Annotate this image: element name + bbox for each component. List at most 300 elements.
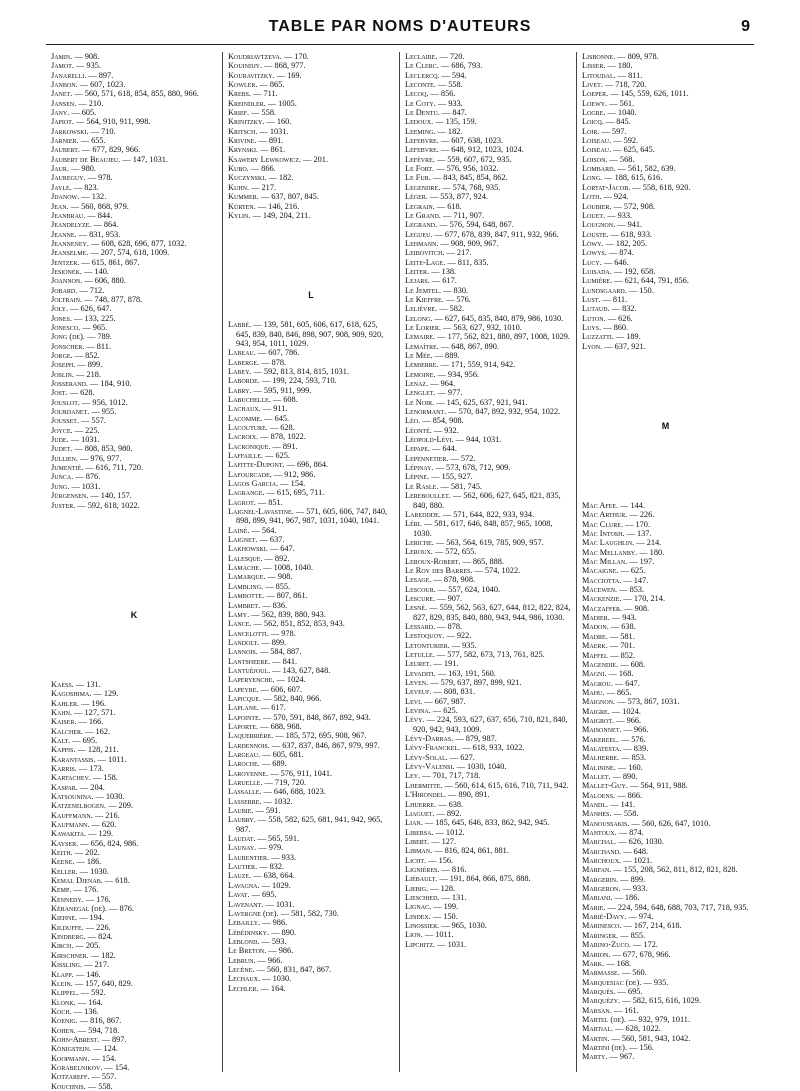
author-name: Launay.	[228, 843, 257, 853]
author-name: Keene.	[51, 857, 75, 867]
index-entry	[582, 61, 749, 70]
index-entry	[51, 230, 217, 239]
index-entry	[405, 902, 571, 911]
author-name: Louste.	[582, 229, 609, 239]
page-refs: — 986.	[266, 946, 294, 956]
index-entry	[51, 379, 217, 388]
page-refs: — 892.	[434, 808, 462, 818]
page-refs: — 182.	[435, 126, 463, 136]
author-name: Liebig.	[405, 883, 429, 893]
author-name: Lemaire.	[405, 332, 436, 342]
author-name: Lévy-Solal.	[405, 752, 448, 762]
author-name: Lieschied.	[405, 892, 440, 902]
page-refs: — 155, 208, 562, 811, 812, 821, 828.	[611, 865, 738, 875]
page-refs: — 558, 618, 920.	[630, 182, 691, 192]
author-name: Kartachev.	[51, 773, 91, 783]
author-name: Joltrain.	[51, 294, 83, 304]
index-entry	[51, 267, 217, 276]
page-header	[46, 18, 754, 40]
page-refs: — 584, 887.	[257, 647, 302, 657]
page-refs: — 986.	[260, 918, 288, 928]
page-refs: — 171, 559, 914, 942.	[438, 360, 516, 370]
index-entry	[228, 657, 394, 666]
page-refs: — 201.	[301, 154, 329, 164]
author-name: Linossier.	[405, 920, 440, 930]
index-entry	[228, 145, 394, 154]
index-entry	[582, 566, 749, 575]
index-entry	[582, 781, 749, 790]
page-refs: — 160.	[264, 117, 292, 127]
author-name: Lamy.	[228, 609, 250, 619]
page-refs: — 146.	[73, 969, 101, 979]
page-refs: — 625.	[618, 566, 646, 576]
author-name: Léger.	[405, 192, 428, 202]
index-entry	[582, 173, 749, 182]
author-name: Kappis.	[51, 745, 76, 755]
index-entry	[582, 903, 749, 912]
page-refs: — 581, 617, 646, 848, 857, 965, 1008, 1030.	[413, 519, 553, 538]
author-name: Marino-Zuco.	[582, 940, 631, 950]
index-entry	[228, 61, 394, 70]
author-name: Lumière.	[582, 276, 613, 286]
author-name: Kirch.	[51, 941, 74, 951]
author-name: Maerk.	[582, 641, 608, 651]
page-refs: — 876.	[73, 472, 101, 482]
index-entry	[228, 900, 394, 909]
author-name: Kouchnis.	[51, 1081, 86, 1091]
author-name: Jong (de).	[51, 332, 85, 342]
author-name: Magni.	[582, 669, 607, 679]
page-refs: — 570, 847, 892, 932, 954, 1022.	[446, 407, 561, 417]
author-name: Lacouture.	[228, 422, 268, 432]
index-entry	[582, 622, 749, 631]
index-entry	[582, 1015, 749, 1024]
page-refs: — 124.	[91, 1044, 119, 1054]
index-column-2	[223, 52, 400, 1072]
page-refs: — 217.	[444, 248, 472, 258]
page-refs: — 618.	[434, 201, 462, 211]
index-entry	[582, 80, 749, 89]
page-refs: — 189.	[613, 332, 641, 342]
index-entry	[405, 575, 571, 584]
author-name: Levina.	[405, 706, 431, 716]
index-entry	[582, 267, 749, 276]
author-name: Malherbe.	[582, 753, 620, 763]
author-name: Leroux-Robert.	[405, 556, 461, 566]
index-entry	[228, 946, 394, 955]
page-refs: — 143, 627, 848.	[270, 665, 331, 675]
author-name: Lechaux.	[228, 974, 261, 984]
page-refs: — 789.	[84, 332, 112, 342]
page-refs: — 155, 927.	[429, 472, 473, 482]
page-refs: — 170.	[281, 52, 309, 61]
page-refs: — 832.	[609, 304, 637, 314]
index-entry	[51, 932, 217, 941]
index-entry	[228, 713, 394, 722]
page-refs: — 720.	[437, 52, 465, 61]
index-entry	[582, 276, 749, 285]
index-entry	[405, 697, 571, 706]
page-refs: — 865.	[257, 80, 285, 90]
index-entry	[51, 286, 217, 295]
author-name: Löwy.	[582, 238, 604, 248]
index-entry	[51, 117, 217, 126]
author-name: Lépine.	[405, 472, 430, 482]
author-name: Klippel.	[51, 988, 79, 998]
author-name: Kennedy.	[51, 894, 84, 904]
page-refs: — 935.	[73, 61, 101, 71]
index-entry	[228, 685, 394, 694]
page-refs: — 1012.	[433, 827, 465, 837]
index-entry	[228, 974, 394, 983]
author-name: Kürten.	[228, 201, 256, 211]
author-name: Marsan.	[582, 1005, 612, 1015]
page-refs: — 852.	[72, 351, 100, 360]
index-entry	[228, 610, 394, 619]
page-refs: — 592, 618, 1022.	[75, 500, 140, 510]
index-entry	[228, 358, 394, 367]
author-name: Makereel.	[582, 734, 619, 744]
page-refs: — 168.	[606, 669, 634, 679]
index-entry	[51, 829, 217, 838]
author-name: Kéranegal (de).	[51, 904, 107, 914]
author-name: Kohen.	[51, 1025, 76, 1035]
author-name: Jeanne.	[51, 229, 77, 239]
index-entry	[51, 342, 217, 351]
author-name: Le Jemtel.	[405, 285, 442, 295]
author-name: Laperyenche.	[228, 675, 275, 685]
author-name: Jorge.	[51, 351, 73, 360]
author-name: Mac Arthur.	[582, 510, 628, 520]
index-entry	[228, 155, 394, 164]
page-refs: — 831, 953.	[76, 229, 121, 239]
index-entry	[51, 89, 217, 98]
index-entry	[228, 787, 394, 796]
page-refs: — 186.	[74, 857, 102, 867]
page-refs: — 809, 978.	[615, 52, 659, 61]
author-name: Lantsheere.	[228, 656, 271, 666]
section-letter: L	[308, 290, 314, 301]
page-refs: — 891.	[270, 441, 298, 451]
index-entry	[582, 1043, 749, 1052]
index-entry	[51, 1016, 217, 1025]
author-name: Lapicque.	[228, 693, 262, 703]
author-name: Libert.	[405, 836, 430, 846]
page-refs: — 1031.	[69, 481, 101, 491]
index-entry	[405, 603, 571, 622]
index-entry	[582, 557, 749, 566]
author-name: Lundsgaard.	[582, 285, 627, 295]
index-entry	[405, 800, 571, 809]
index-entry	[405, 753, 571, 762]
index-entry	[51, 895, 217, 904]
page-refs: — 137.	[624, 529, 652, 539]
author-name: Litoudal.	[582, 70, 616, 80]
index-entry	[51, 1035, 217, 1044]
page-refs: — 1029.	[259, 880, 291, 890]
page-refs: — 1011.	[95, 754, 127, 764]
author-name: Marchoux.	[582, 856, 622, 866]
author-name: Lisbonne.	[582, 52, 616, 61]
page-refs: — 553, 877, 924.	[427, 192, 488, 202]
index-column-3	[400, 52, 577, 1072]
page-refs: — 558, 582, 625, 681, 941, 942, 965, 987.	[236, 815, 383, 834]
author-name: Jarkowski.	[51, 126, 89, 136]
page-refs: — 607, 638, 1023.	[438, 136, 504, 146]
author-name: Marinesco.	[582, 921, 622, 931]
page-refs: — 562, 851, 852, 853, 943.	[251, 619, 345, 629]
author-name: Marié-Davy.	[582, 912, 627, 922]
page-refs: — 186.	[612, 893, 640, 903]
index-entry	[405, 762, 571, 771]
index-entry	[51, 699, 217, 708]
index-entry	[228, 488, 394, 497]
author-name: Lemierre.	[405, 360, 439, 370]
page-refs: — 571, 605, 606, 747, 840, 898, 899, 941, 967, 987, 1031, 1040, 1041.	[236, 507, 388, 526]
page-refs: — 226.	[83, 922, 111, 932]
author-name: Jost.	[51, 388, 68, 398]
index-entry	[405, 893, 571, 902]
index-entry	[405, 463, 571, 472]
page-refs: — 574, 768, 935.	[440, 182, 501, 192]
author-name: Madon.	[582, 622, 609, 632]
index-entry	[228, 507, 394, 526]
index-entry	[582, 286, 749, 295]
page-refs: — 701, 717, 718.	[420, 771, 481, 781]
page-refs: — 581, 582, 730.	[278, 908, 339, 918]
page-refs: — 935.	[641, 977, 669, 987]
page-refs: — 719, 720.	[262, 778, 307, 788]
page-refs: — 564, 911, 988.	[627, 781, 688, 791]
page-refs: — 941.	[615, 220, 643, 230]
index-entry	[51, 913, 217, 922]
author-name: Léo.	[405, 416, 421, 426]
index-entry	[405, 828, 571, 837]
page-refs: — 192, 658.	[611, 266, 656, 276]
index-entry	[582, 108, 749, 117]
page-refs: — 626.	[605, 313, 633, 323]
page-refs: — 865, 888.	[460, 556, 504, 566]
author-name: Lust.	[582, 294, 601, 304]
page-refs: — 701.	[607, 641, 635, 651]
page-refs: — 164.	[75, 997, 103, 1007]
index-entry	[405, 566, 571, 575]
author-name: Leven.	[405, 678, 429, 688]
page-refs: — 162.	[83, 726, 111, 736]
index-entry	[582, 529, 749, 538]
page-refs: — 627.	[447, 752, 475, 762]
index-entry	[51, 71, 217, 80]
index-entry	[51, 1007, 217, 1016]
index-entry	[405, 145, 571, 154]
page-refs: — 607, 786.	[255, 348, 300, 358]
author-name: Maffei.	[582, 650, 609, 660]
author-name: Koch.	[51, 1006, 72, 1016]
author-name: Macciotta.	[582, 575, 622, 585]
author-name: Lambotte.	[228, 591, 265, 601]
author-name: Kahn.	[51, 707, 73, 717]
page-refs: — 571, 644, 822, 933, 934.	[440, 509, 535, 519]
page-refs: — 1024.	[274, 675, 306, 685]
page-refs: — 864.	[91, 220, 119, 230]
index-entry	[405, 940, 571, 949]
page-refs: — 172.	[630, 940, 658, 950]
index-entry	[405, 202, 571, 211]
page-refs: — 170, 214.	[621, 594, 666, 604]
author-name: Lalesque.	[228, 553, 263, 563]
page-refs: — 608.	[618, 659, 646, 669]
author-name: Judet.	[51, 444, 73, 454]
author-name: Laignel-Lavastine.	[228, 507, 294, 517]
index-entry	[228, 647, 394, 656]
page-refs: — 185, 572, 695, 908, 967.	[273, 731, 367, 741]
author-name: Landolt.	[228, 637, 260, 647]
index-entry	[405, 594, 571, 603]
author-name: L'Hirondel.	[405, 790, 446, 800]
author-name: Koenig.	[51, 1016, 78, 1026]
page-refs: — 647.	[267, 544, 295, 554]
page-refs: — 626, 647.	[68, 304, 112, 314]
author-name: Lemaître.	[405, 341, 439, 351]
index-entry	[228, 638, 394, 647]
page-refs: — 191, 864, 866, 875, 888.	[437, 874, 531, 884]
author-name: Le Noir.	[405, 397, 435, 407]
author-name: Mallet-Guy.	[582, 781, 628, 791]
author-name: Le Roy des Barres.	[405, 565, 473, 575]
index-entry	[228, 320, 394, 348]
page-refs: — 843, 845, 854, 862.	[430, 173, 508, 183]
page-refs: — 579, 637, 897, 899, 921.	[428, 678, 522, 688]
page-refs: — 182, 205.	[603, 238, 648, 248]
page-refs: — 855.	[618, 930, 646, 940]
index-entry	[51, 848, 217, 857]
author-name: Lehmann.	[405, 238, 439, 248]
page-refs: — 966.	[255, 955, 283, 965]
page-refs: — 811.	[615, 70, 643, 80]
author-name: Licht.	[405, 855, 427, 865]
index-entry	[405, 538, 571, 547]
author-name: Luisada.	[582, 266, 612, 276]
page-refs: — 570, 591, 848, 867, 892, 943.	[260, 712, 371, 722]
index-entry	[228, 722, 394, 731]
page-refs: — 565, 591.	[255, 834, 300, 844]
index-entry	[582, 987, 749, 996]
author-name: Jeandelyze.	[51, 220, 92, 230]
author-name: Maringer.	[582, 930, 619, 940]
index-column-1	[46, 52, 223, 1091]
author-name: Lhuerre.	[405, 799, 437, 809]
index-entry	[228, 164, 394, 173]
author-name: Leite-Lage.	[405, 257, 446, 267]
page-refs: — 557.	[78, 416, 106, 426]
page-refs: — 184, 910.	[87, 379, 132, 389]
author-name: Loison.	[582, 154, 608, 164]
author-name: Junca.	[51, 472, 74, 482]
index-entry	[228, 554, 394, 563]
section-letter: K	[130, 609, 138, 620]
page-refs: — 205.	[73, 941, 101, 951]
index-entry	[582, 875, 749, 884]
index-entry	[405, 659, 571, 668]
author-name: Juster.	[51, 500, 76, 510]
author-name: Lecoq.	[405, 89, 429, 99]
author-name: Laubry.	[228, 815, 256, 825]
page-refs: — 173.	[76, 763, 104, 773]
page-refs: — 176.	[71, 885, 99, 895]
index-entry	[228, 52, 394, 61]
author-name: Jude.	[51, 435, 69, 445]
author-name: Krief.	[228, 108, 250, 118]
page-refs: — 854, 908.	[420, 416, 464, 426]
index-entry	[405, 435, 571, 444]
index-entry	[582, 632, 749, 641]
author-name: Krynski.	[228, 145, 259, 155]
page-title: TABLE PAR NOMS D'AUTEURS	[268, 18, 532, 35]
index-entry	[228, 797, 394, 806]
author-name: Logre.	[582, 108, 606, 118]
author-name: Lance.	[228, 619, 252, 629]
index-entry	[405, 874, 571, 883]
author-name: Kuhn.	[228, 182, 250, 192]
page-refs: — 217.	[82, 960, 110, 970]
page-refs: — 164.	[258, 983, 286, 993]
page-refs: — 561, 582, 639.	[615, 164, 676, 174]
author-name: Mandl.	[582, 800, 609, 809]
author-name: Koudriavtzeva.	[228, 52, 282, 61]
page-refs: — 830.	[441, 285, 469, 295]
index-entry	[228, 414, 394, 423]
page-refs: — 158.	[90, 773, 118, 783]
author-name: Lévy.	[405, 715, 425, 725]
page-refs: — 202.	[72, 848, 100, 858]
index-entry	[51, 482, 217, 491]
author-name: Kindberg.	[51, 932, 86, 942]
author-name: Josserand.	[51, 379, 88, 389]
index-entry	[51, 755, 217, 764]
page-refs: — 581, 745.	[438, 481, 482, 491]
page-refs: — 956, 1012.	[79, 397, 128, 407]
index-entry	[405, 715, 571, 734]
page-refs: — 607, 1023.	[77, 80, 126, 90]
author-name: Mark.	[582, 958, 605, 968]
index-entry	[405, 510, 571, 519]
page-refs: — 188, 615, 616.	[602, 173, 663, 183]
page-refs: — 618, 933.	[608, 229, 653, 239]
author-name: Laubie.	[228, 806, 254, 816]
author-name: Jumentié.	[51, 463, 84, 473]
author-name: Laberge.	[228, 357, 260, 367]
index-columns	[46, 52, 754, 1091]
page-refs: — 564.	[249, 525, 277, 535]
index-entry	[51, 108, 217, 117]
page-refs: — 154.	[89, 1053, 117, 1063]
author-name: Labeau.	[228, 348, 256, 358]
page-refs: — 209.	[106, 801, 134, 811]
index-entry	[51, 248, 217, 257]
author-name: Loeper.	[582, 89, 609, 99]
page-refs: — 558.	[435, 80, 463, 90]
index-entry	[405, 706, 571, 715]
index-entry	[228, 862, 394, 871]
page-refs: — 133, 225.	[71, 313, 116, 323]
section-spacer	[51, 620, 217, 680]
author-name: Loewy.	[582, 98, 608, 108]
index-entry	[405, 117, 571, 126]
page-refs: — 889.	[432, 351, 460, 360]
page-refs: — 147, 1031.	[120, 154, 169, 164]
page-refs: — 647.	[612, 678, 640, 688]
author-name: Kalt.	[51, 735, 71, 745]
